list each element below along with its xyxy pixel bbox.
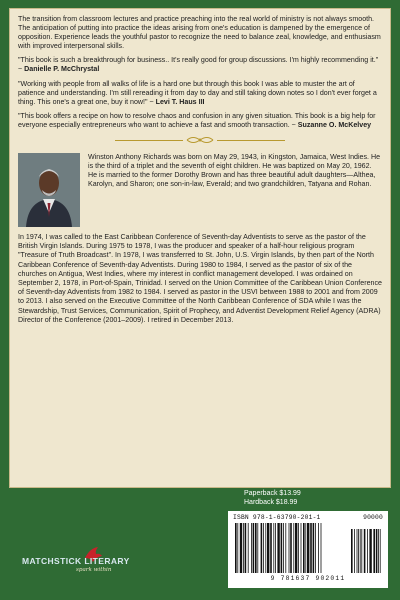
ornament-icon (185, 135, 215, 145)
isbn-row (233, 514, 383, 521)
barcode-icon (233, 523, 383, 575)
testimonial-author: Levi T. Haus III (155, 97, 205, 106)
testimonial-text: "This book is such a breakthrough for business.. It's really good for group discussions. I'm highly recommending it." ~ (18, 56, 379, 74)
publisher-name: MATCHSTICK LITERARY (22, 556, 130, 566)
author-bio-text: Winston Anthony Richards was born on May 29, 1943, in Kingston, Jamaica, West Indies. He is the third of a triplet and the seventh of eight children. He was baptized on May 20, 1962. He is married to the former Dorothy Brown and has three beautiful adult daughters—Althea, Karolyn, and Sharon; one son-in-law, Everald; and two grandchildren, Tatyana and Rohan. (88, 153, 381, 189)
divider-line-left (115, 140, 183, 141)
testimonial-1 (18, 56, 382, 74)
price-list (244, 490, 301, 507)
ornamental-divider (18, 135, 382, 145)
barcode-digits: 9 781637 902011 (270, 575, 346, 582)
testimonial-3 (18, 112, 382, 130)
testimonial-text: "This book offers a recipe on how to resolve chaos and confusion in any given situation. This book is a big help for everyone especially entrepreneurs who want to achieve a fast and smooth transaction. ~ (18, 111, 376, 129)
isbn-addon: 90000 (363, 514, 383, 521)
hardback-price: Hardback $18.99 (244, 498, 298, 506)
paperback-price: Paperback $13.99 (244, 490, 301, 497)
testimonial-text: "Working with people from all walks of life is a hard one but through this book I was able to muster the art of patience and understanding. I'm still rereading it from day to day and still taking down notes so I don't ever forget a thing. This one's a great one, buy it now!" ~ (18, 79, 377, 106)
author-portrait-icon (18, 153, 80, 227)
career-paragraph: In 1974, I was called to the East Caribbean Conference of Seventh-day Adventists to serve as the pastor of the British Virgin Islands. During 1975 to 1978, I was the producer and speaker of a half-hour religious program "Treasure of Truth Broadcast". In 1978, I was transferred to St. John, U.S. Virgin Islands, by then part of the North Caribbean Conference of Seventh-day Adventists. During 1980 to 1984, I served as the pastor of six of the churches on Antigua, West Indies, where my interest in conflict management developed. I was ordained on September 2, 1978, in Port-of-Spain, Trinidad. I served on the Union Committee of the Caribbean Union Conference of Seventh-day Adventists from 1982 to 1984. I served as pastor in the USVI between 1988 to 2001 and from 2009 to 2013. I also served on the Executive Committee of the North Caribbean Conference of SDA while I was the Stewardship, Trust Services, Communication, Spirit of Prophecy, and Adventist Development Relief Agency (ADRA) Director of the Conference (2001–2009). I retired in December 2013. (18, 233, 382, 324)
testimonial-author: Danielle P. McChrystal (24, 65, 100, 74)
isbn-label: ISBN 978-1-63790-201-1 (233, 514, 321, 521)
intro-paragraph: The transition from classroom lectures and practice preaching into the real world of ministry is not always smooth. The anticipation of putting into practice the ideas arising from one's education is dampened by the emergence of opposition. Experience leads the youthful pastor to recognize the need to balance zeal, knowledge, and enthusiasm with improved interpersonal skills. (18, 15, 381, 51)
testimonial-2 (18, 80, 382, 107)
divider-line-right (217, 140, 285, 141)
author-bio-section (18, 153, 382, 227)
author-photo (18, 153, 80, 227)
back-cover-text-panel (9, 8, 391, 488)
publisher-tagline: spark within (76, 567, 112, 573)
publisher-logo (22, 548, 152, 584)
barcode-box (228, 511, 388, 588)
testimonial-author: Suzanne O. McKelvey (297, 120, 372, 129)
